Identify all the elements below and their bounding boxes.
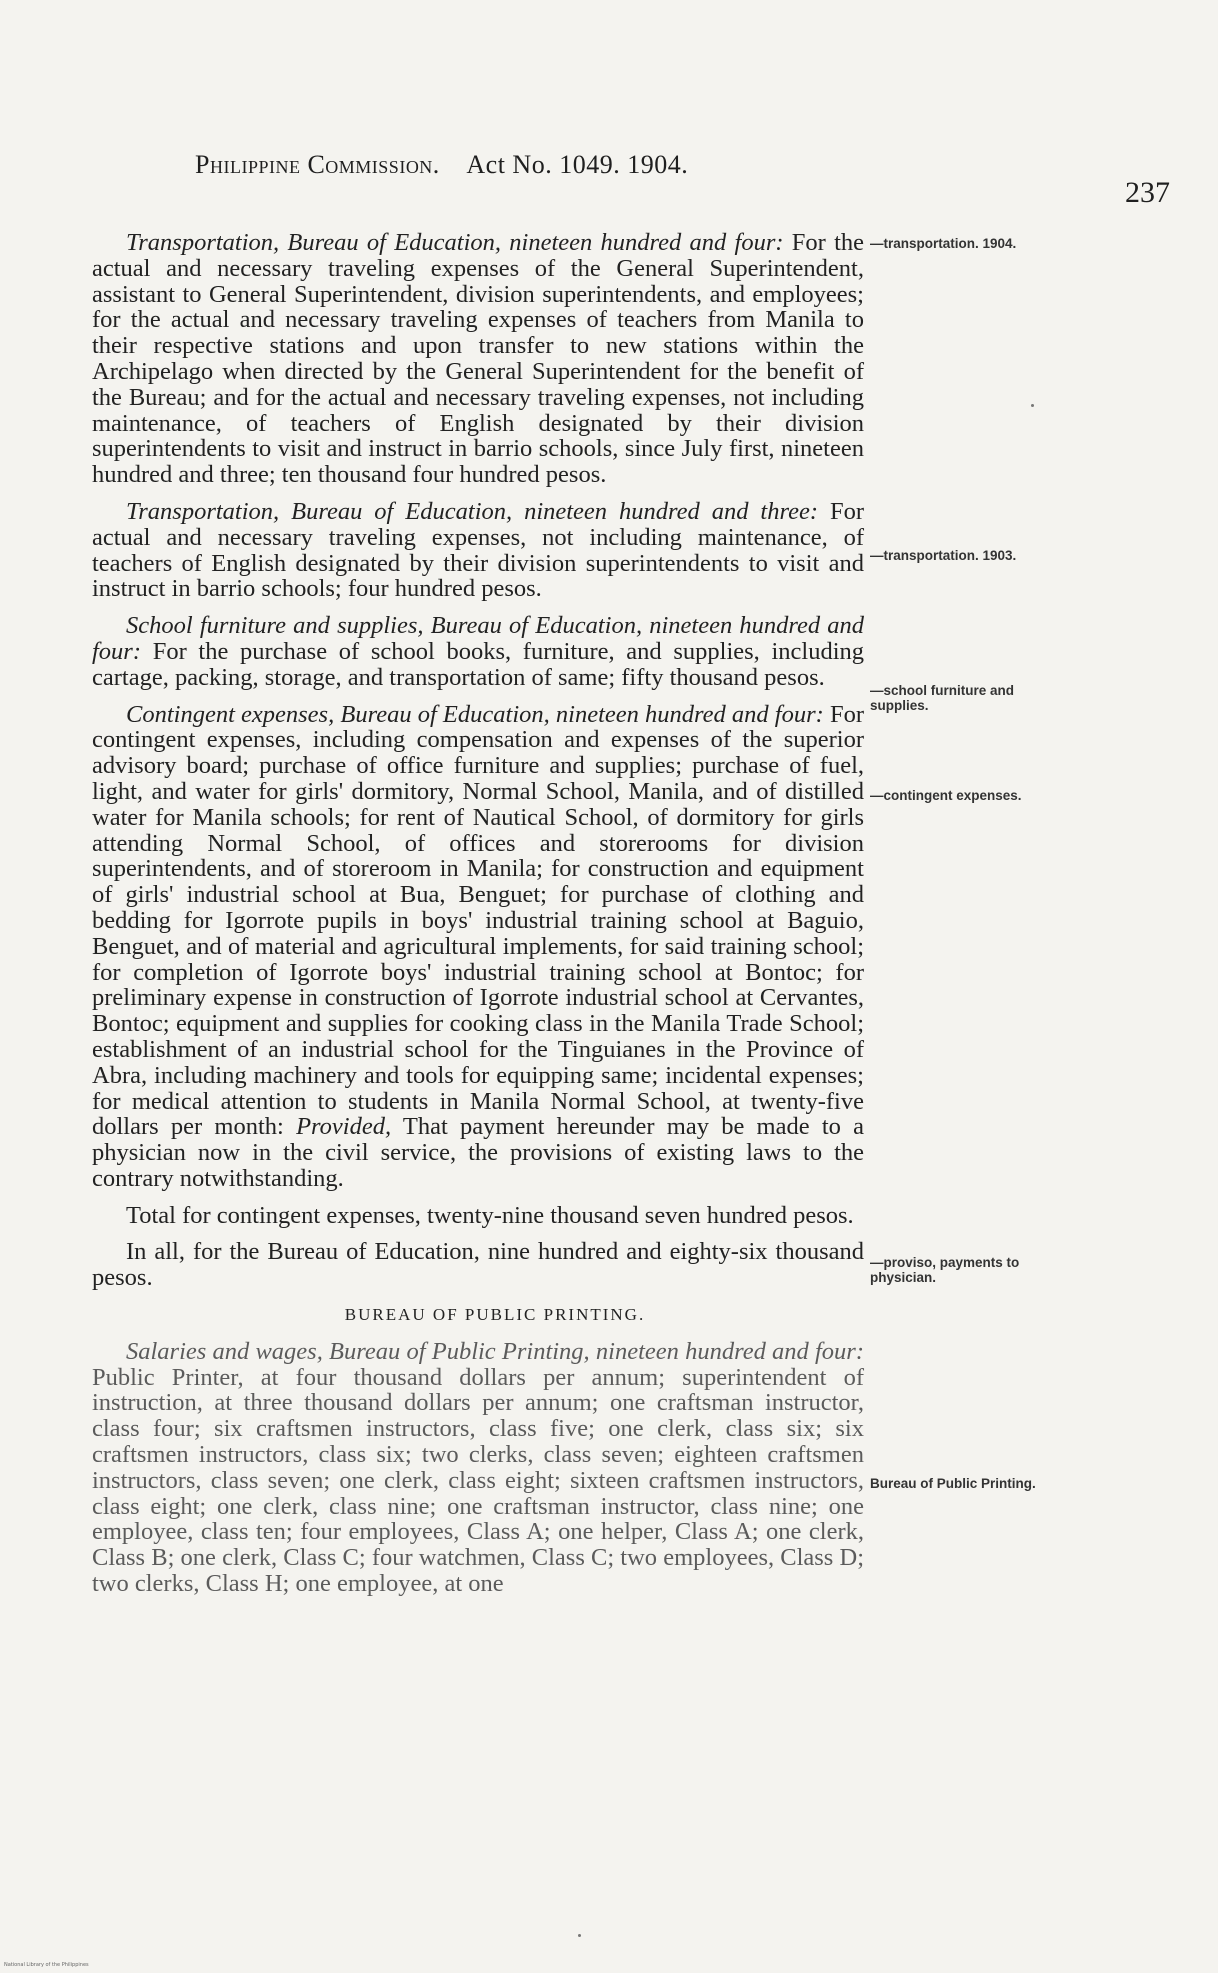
body-text [92,230,864,1608]
section-heading: BUREAU OF PUBLIC PRINTING. [344,1305,646,1325]
paragraph-contingent-total [92,1203,864,1229]
running-head-commission: Philippine Commission. [195,150,440,179]
margin-note-contingent-expenses: —contingent expenses. [870,788,1022,803]
paragraph-text: For the actual and necessary traveling expenses of the General Superintendent, assistant to General Superintendent, division superintendents, and employees; for the actual and necessary traveling expenses of teachers from Manila to their respective stations and upon transfer to new stations within the Archipelago when directed by the General Superintendent for the benefit of the Bureau; and for the actual and necessary traveling expenses, not including maintenance, of teachers of English designated by their division superintendents to visit and instruct in barrio schools, since July first, nineteen hundred and three; ten thousand four hundred pesos. [92,229,865,489]
page-number: 237 [1125,176,1170,209]
paragraph-heading: Transportation, Bureau of Education, nineteen hundred and three: [126,497,818,525]
proviso-text: That payment hereunder may be made to a physician now in the civil service, the provisions of existing laws to the contrary notwithstanding. [92,1113,864,1192]
margin-note-transportation-1904: —transportation. 1904. [870,236,1017,251]
proviso-label: Provided, [296,1113,392,1141]
paragraph-text: Public Printer, at four thousand dollars per annum; superintendent of instruction, at three thousand dollars per annum; one craftsman instructor, class four; six craftsmen instructors, class five; one clerk, class six; six craftsmen instructors, class six; two clerks, class seven; eighteen craftsmen instructors, class seven; one clerk, class eight; sixteen craftsmen instructors, class eight; one clerk, class nine; one craftsman instructor, class nine; one employee, class ten; four employees, Class A; one helper, Class A; one clerk, Class B; one clerk, Class C; four watchmen, Class C; two employees, Class D; two clerks, Class H; one employee, at one [92,1363,864,1598]
paragraph-contingent-expenses [92,702,864,1192]
paragraph-text: For actual and necessary traveling expenses, not including maintenance, of teachers of English designated by their division superintendents to visit and instruct in barrio schools; four hundred pesos. [92,497,864,603]
running-head [195,150,688,180]
margin-note-bureau-public-printing: Bureau of Public Printing. [870,1476,1036,1491]
margin-note-transportation-1903: —transportation. 1903. [870,548,1017,563]
scan-speck [578,1934,581,1937]
margin-note-school-furniture: —school furniture and supplies. [870,683,1015,713]
paragraph-text: For contingent expenses, including compensation and expenses of the superior advisory board; purchase of office furniture and supplies; purchase of fuel, light, and water for girls' dormitory, Normal School, Manila, and of distilled water for Manila schools; for rent of Nautical School, of dormitory for girls attending Normal School, of offices and storerooms for division superintendents, and of storeroom in Manila; for construction and equipment of girls' industrial school at Bua, Benguet; for purchase of clothing and bedding for Igorrote pupils in boys' industrial training school at Baguio, Benguet, and of material and agricultural implements, for said training school; for completion of Igorrote boys' industrial training school at Bontoc; for preliminary expense in construction of Igorrote industrial school at Cervantes, Bontoc; equipment and supplies for cooking class in the Manila Trade School; establishment of an industrial school for the Tinguianes in the Province of Abra, including machinery and tools for equipping same; incidental expenses; for medical attention to students in Manila Normal School, at twenty-five dollars per month: [92,700,865,1141]
paragraph-text: Total for contingent expenses, twenty-nine thousand seven hundred pesos. [126,1201,854,1229]
scan-credit: National Library of the Philippines [4,1962,89,1968]
paragraph-heading: Contingent expenses, Bureau of Education, nineteen hundred and four: [126,700,824,728]
paragraph-heading: Transportation, Bureau of Education, nineteen hundred and four: [126,229,784,256]
paragraph-bureau-total [92,1239,864,1291]
paragraph-school-furniture [92,613,864,690]
scan-speck [1031,404,1034,407]
paragraph-public-printing-salaries [92,1339,864,1597]
paragraph-heading: Salaries and wages, Bureau of Public Printing, nineteen hundred and four: [126,1337,864,1365]
margin-note-proviso: —proviso, payments to physician. [870,1255,1020,1285]
running-head-act: Act No. 1049. 1904. [466,150,689,179]
paragraph-transportation-1903 [92,499,864,602]
paragraph-text: In all, for the Bureau of Education, nine hundred and eighty-six thousand pesos. [92,1238,864,1292]
paragraph-heading: School furniture and supplies, Bureau of Education, nineteen hundred and four: [92,612,864,665]
paragraph-transportation-1904 [92,230,864,488]
paragraph-text: For the purchase of school books, furniture, and supplies, including cartage, packing, storage, and transportation of same; fifty thousand pesos. [92,637,865,691]
